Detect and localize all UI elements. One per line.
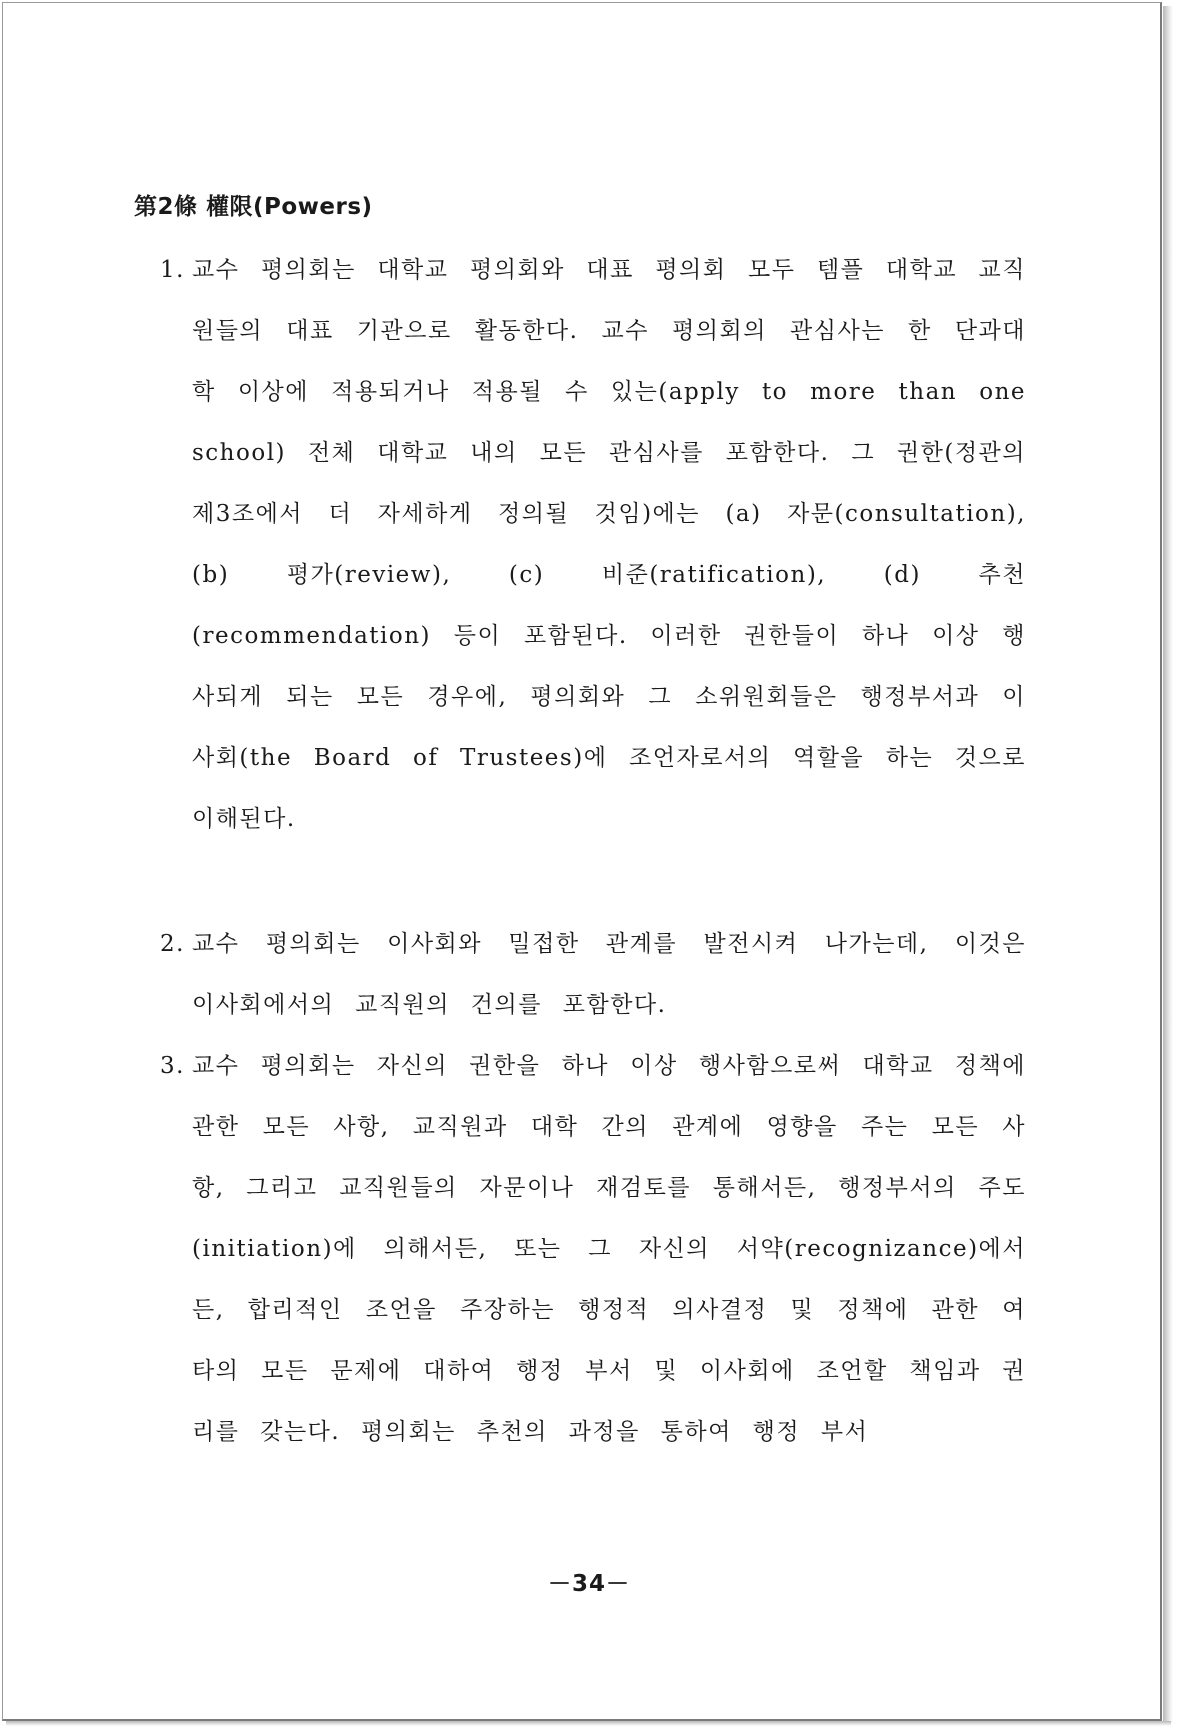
page-bottom-shadow [6, 1721, 1171, 1726]
item-number: 1. [160, 257, 185, 283]
list-item [160, 1036, 1026, 1463]
item-number: 2. [160, 931, 185, 957]
item-text: 교수 평의회는 자신의 권한을 하나 이상 행사함으로써 대학교 정책에 관한 모든 사항, 교직원과 대학 간의 관계에 영향을 주는 모든 사항, 그리고 교직원들의 자문이나 재검토를 통해서든, 행정부서의 주도(initiation)에 의해서든, 또는 그 자신의 서약(recognizance)에서든, 합리적인 조언을 주장하는 행정적 의사결정 및 정책에 관한 여타의 모든 문제에 대하여 행정 부서 및 이사회에 조언할 책임과 권리를 갖는다. 평의회는 추천의 과정을 통하여 행정 부서 [192, 1053, 1026, 1445]
item-text: 교수 평의회는 이사회와 밀접한 관계를 발전시켜 나가는데, 이것은 이사회에서의 교직원의 건의를 포함한다. [192, 931, 1026, 1018]
item-number: 3. [160, 1053, 185, 1079]
page-number: －34－ [547, 1571, 630, 1597]
item-text: 교수 평의회는 대학교 평의회와 대표 평의회 모두 템플 대학교 교직원들의 대표 기관으로 활동한다. 교수 평의회의 관심사는 한 단과대학 이상에 적용되거나 적용될 수 있는(apply to more than one school) 전체 대학교 내의 모든 관심사를 포함한다. 그 권한(정관의 제3조에서 더 자세하게 정의될 것임)에는 (a) 자문(consultation), (b) 평가(review), (c) 비준(ratification), (d) 추천(recommendation) 등이 포함된다. 이러한 권한들이 하나 이상 행사되게 되는 모든 경우에, 평의회와 그 소위원회들은 행정부서과 이사회(the Board of Trustees)에 조언자로서의 역할을 하는 것으로 이해된다. [192, 257, 1026, 832]
page-edge-shadow [1163, 6, 1173, 1723]
list-item [160, 914, 1026, 1036]
section-heading: 第2條 權限(Powers) [134, 194, 373, 220]
list-item [160, 240, 1026, 850]
